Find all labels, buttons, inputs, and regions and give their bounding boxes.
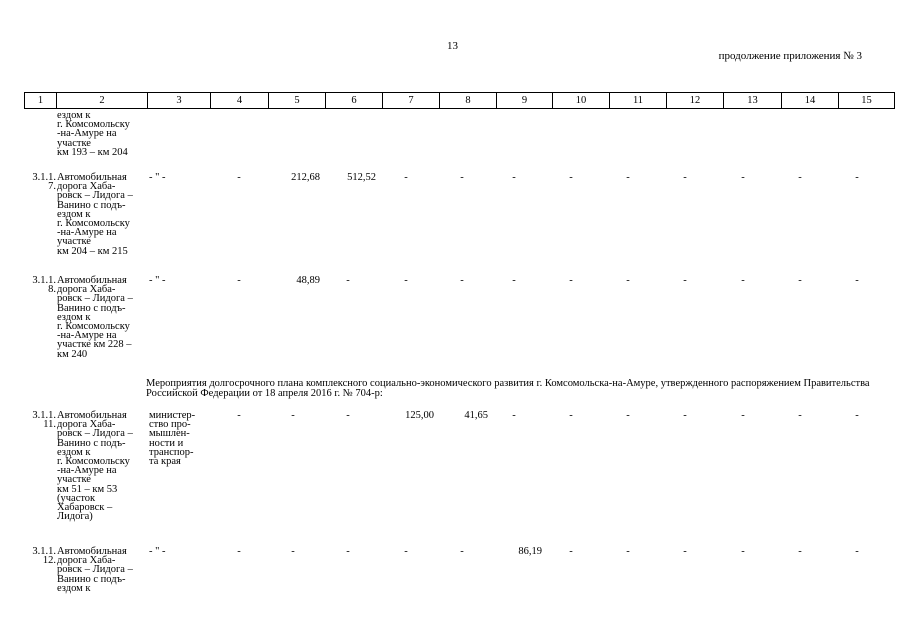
cell-c7: - <box>404 172 408 183</box>
row-executor: министер- ство про- мышлен- ности и транспор- та края <box>149 410 196 468</box>
carry-over-text: ездом к г. Комсомольску -на-Амуре на участке км 193 – км 204 <box>57 110 130 158</box>
cell-c15: - <box>855 275 859 286</box>
cell-c7: - <box>404 546 408 557</box>
cell-c14: - <box>798 410 802 421</box>
cell-c5: 48,89 <box>296 275 320 286</box>
cell-c15: - <box>855 172 859 183</box>
cell-c12: - <box>683 275 687 286</box>
cell-c11: - <box>626 172 630 183</box>
cell-c6: - <box>346 546 350 557</box>
cell-c6: - <box>346 275 350 286</box>
col-header: 13 <box>724 93 782 109</box>
cell-c11: - <box>626 275 630 286</box>
cell-c7: - <box>404 275 408 286</box>
cell-c4: - <box>237 275 241 286</box>
cell-c9: - <box>512 410 516 421</box>
cell-c9: - <box>512 275 516 286</box>
col-header: 9 <box>497 93 553 109</box>
cell-c12: - <box>683 172 687 183</box>
continuation-note: продолжение приложения № 3 <box>718 50 862 62</box>
cell-c5: - <box>291 410 295 421</box>
col-header: 14 <box>782 93 839 109</box>
cell-c15: - <box>855 410 859 421</box>
row-name: Автомобильная дорога Хаба- ровск – Лидога – Ванино с подъ- ездом к г. Комсомольску -на-Амуре на участке км 51 – км 53 (участок Хабаровск – Лидога) <box>57 410 133 523</box>
column-header-row <box>24 92 895 109</box>
page-number: 13 <box>447 40 458 52</box>
cell-c4: - <box>237 172 241 183</box>
cell-c11: - <box>626 546 630 557</box>
cell-c6: 512,52 <box>347 172 376 183</box>
row-executor: - " - <box>149 546 166 557</box>
cell-c7: 125,00 <box>405 410 434 421</box>
section-heading: Мероприятия долгосрочного плана комплексного социально-экономического развития г. Комсомольска-на-Амуре, утвержденного распоряжением Правительства Российской Федерации от 18 апреля 2016 г. № 704-р: <box>146 378 870 399</box>
cell-c11: - <box>626 410 630 421</box>
cell-c8: - <box>460 546 464 557</box>
col-header: 11 <box>610 93 667 109</box>
cell-c12: - <box>683 546 687 557</box>
cell-c5: - <box>291 546 295 557</box>
cell-c8: - <box>460 172 464 183</box>
col-header: 5 <box>269 93 326 109</box>
col-header: 1 <box>25 93 57 109</box>
cell-c10: - <box>569 275 573 286</box>
cell-c8: 41,65 <box>464 410 488 421</box>
row-executor: - " - <box>149 275 166 286</box>
cell-c8: - <box>460 275 464 286</box>
col-header: 3 <box>148 93 211 109</box>
cell-c13: - <box>741 546 745 557</box>
cell-c14: - <box>798 546 802 557</box>
cell-c10: - <box>569 172 573 183</box>
row-number: 3.1.1. 11. <box>32 410 56 431</box>
cell-c12: - <box>683 410 687 421</box>
cell-c10: - <box>569 410 573 421</box>
cell-c4: - <box>237 410 241 421</box>
col-header: 6 <box>326 93 383 109</box>
cell-c6: - <box>346 410 350 421</box>
col-header: 7 <box>383 93 440 109</box>
cell-c14: - <box>798 172 802 183</box>
row-number: 3.1.1. 8. <box>32 275 56 296</box>
cell-c14: - <box>798 275 802 286</box>
cell-c5: 212,68 <box>291 172 320 183</box>
col-header: 4 <box>211 93 269 109</box>
cell-c4: - <box>237 546 241 557</box>
row-number: 3.1.1. 7. <box>32 172 56 193</box>
cell-c9: 86,19 <box>518 546 542 557</box>
col-header: 12 <box>667 93 724 109</box>
row-number: 3.1.1. 12. <box>32 546 56 567</box>
cell-c15: - <box>855 546 859 557</box>
cell-c13: - <box>741 275 745 286</box>
cell-c10: - <box>569 546 573 557</box>
col-header: 15 <box>839 93 895 109</box>
col-header: 8 <box>440 93 497 109</box>
cell-c9: - <box>512 172 516 183</box>
row-executor: - " - <box>149 172 166 183</box>
cell-c13: - <box>741 172 745 183</box>
row-name: Автомобильная дорога Хаба- ровск – Лидога – Ванино с подъ- ездом к <box>57 546 133 594</box>
row-name: Автомобильная дорога Хаба- ровск – Лидога – Ванино с подъ- ездом к г. Комсомольску -на-Амуре на участке км 204 – км 215 <box>57 172 133 257</box>
col-header: 10 <box>553 93 610 109</box>
row-name: Автомобильная дорога Хаба- ровск – Лидога – Ванино с подъ- ездом к г. Комсомольску -на-Амуре на участке км 228 – км 240 <box>57 275 133 360</box>
col-header: 2 <box>57 93 148 109</box>
cell-c13: - <box>741 410 745 421</box>
